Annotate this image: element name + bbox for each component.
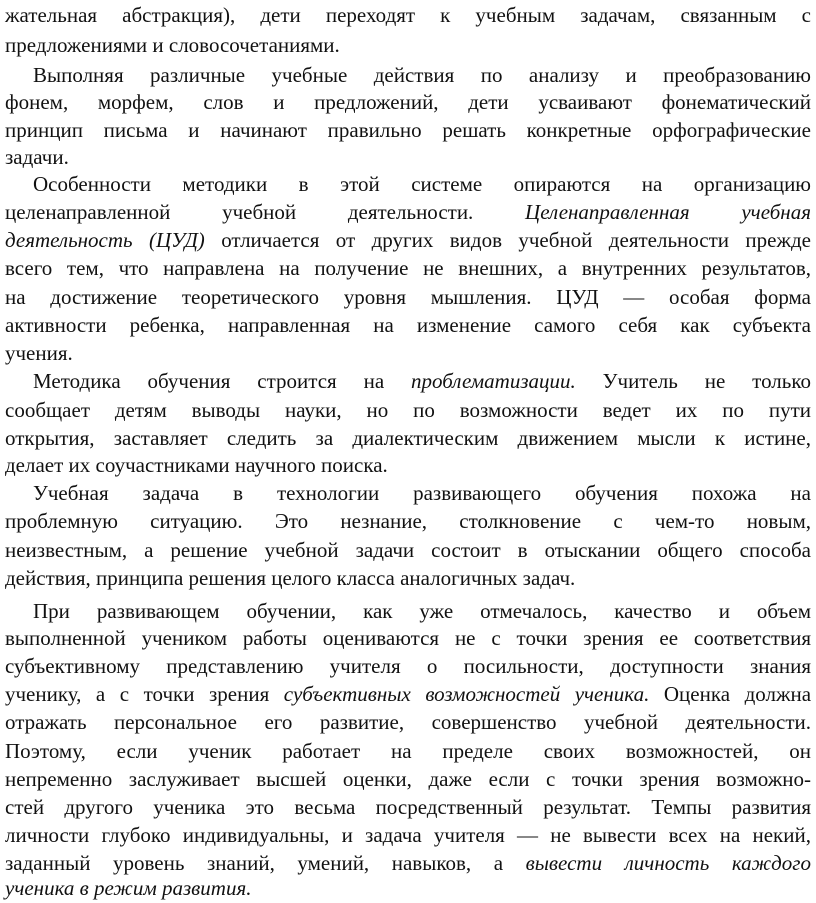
text-line: личности глубоко индивидуальны, и задача учителя — не вывести всех на некий,: [5, 823, 811, 847]
italic-term: вывести личность каждого: [525, 851, 811, 875]
text-line: активности ребенка, направленная на изменение самого себя как субъекта: [5, 313, 811, 337]
text-line: на достижение теоретического уровня мышления. ЦУД — особая форма: [5, 285, 811, 309]
text-line: жательная абстракция), дети переходят к учебным задачам, связанным с: [5, 3, 811, 27]
text-line: действия, принципа решения целого класса аналогичных задач.: [5, 566, 576, 590]
text-line: принцип письма и начинают правильно решать конкретные орфографические: [5, 118, 811, 142]
text-line: предложениями и словосочетаниями.: [5, 33, 340, 57]
text-line: целенаправленной учебной деятельности. Целенаправленная учебная: [5, 200, 811, 224]
text-line: Особенности методики в этой системе опираются на организацию: [33, 172, 811, 196]
text-line: субъективному представлению учителя о посильности, доступности знания: [5, 654, 811, 678]
text-line: всего тем, что направлена на получение не внешних, а внутренних результатов,: [5, 256, 811, 280]
text-line: ученику, а с точки зрения субъективных возможностей ученика. Оценка должна: [5, 682, 812, 706]
italic-term: Целенаправленная учебная: [525, 200, 811, 224]
italic-term: проблематизации.: [411, 369, 576, 393]
text-line: заданный уровень знаний, умений, навыков, а вывести личность каждого: [5, 851, 811, 875]
text-line: Выполняя различные учебные действия по анализу и преобразованию: [33, 63, 811, 87]
text-line: При развивающем обучении, как уже отмечалось, качество и объем: [33, 599, 811, 623]
text-line: открытия, заставляет следить за диалектическим движением мысли к истине,: [5, 426, 811, 450]
text-line: сообщает детям выводы науки, но по возможности ведет их по пути: [5, 398, 811, 422]
italic-term: субъективных возможностей ученика.: [283, 682, 650, 706]
text-line: задачи.: [5, 145, 69, 169]
text-line: отражать персональное его развитие, совершенство учебной деятельности.: [5, 710, 811, 734]
text-line: деятельность (ЦУД) отличается от других видов учебной деятельности прежде: [5, 228, 811, 252]
text-line: Учебная задача в технологии развивающего обучения похожа на: [33, 481, 811, 505]
text-line: выполненной учеником работы оцениваются не с точки зрения ее соответствия: [5, 626, 811, 650]
italic-term: ученика в режим развития.: [5, 876, 252, 900]
text-line: Поэтому, если ученик работает на пределе своих возможностей, он: [5, 739, 811, 763]
text-line: учения.: [5, 341, 73, 365]
text-line: непременно заслуживает высшей оценки, даже если с точки зрения возможно-: [5, 767, 811, 791]
text-line: [5, 874, 811, 902]
text-line: фонем, морфем, слов и предложений, дети усваивают фонематический: [5, 90, 811, 114]
text-line: проблемную ситуацию. Это незнание, столкновение с чем-то новым,: [5, 509, 811, 533]
text-line: делает их соучастниками научного поиска.: [5, 453, 388, 477]
text-line: Методика обучения строится на проблематизации. Учитель не только: [33, 369, 811, 393]
italic-term: деятельность (ЦУД): [5, 228, 205, 252]
text-line: стей другого ученика это весьма посредственный результат. Темпы развития: [5, 795, 811, 819]
text-line: неизвестным, а решение учебной задачи состоит в отыскании общего способа: [5, 538, 811, 562]
